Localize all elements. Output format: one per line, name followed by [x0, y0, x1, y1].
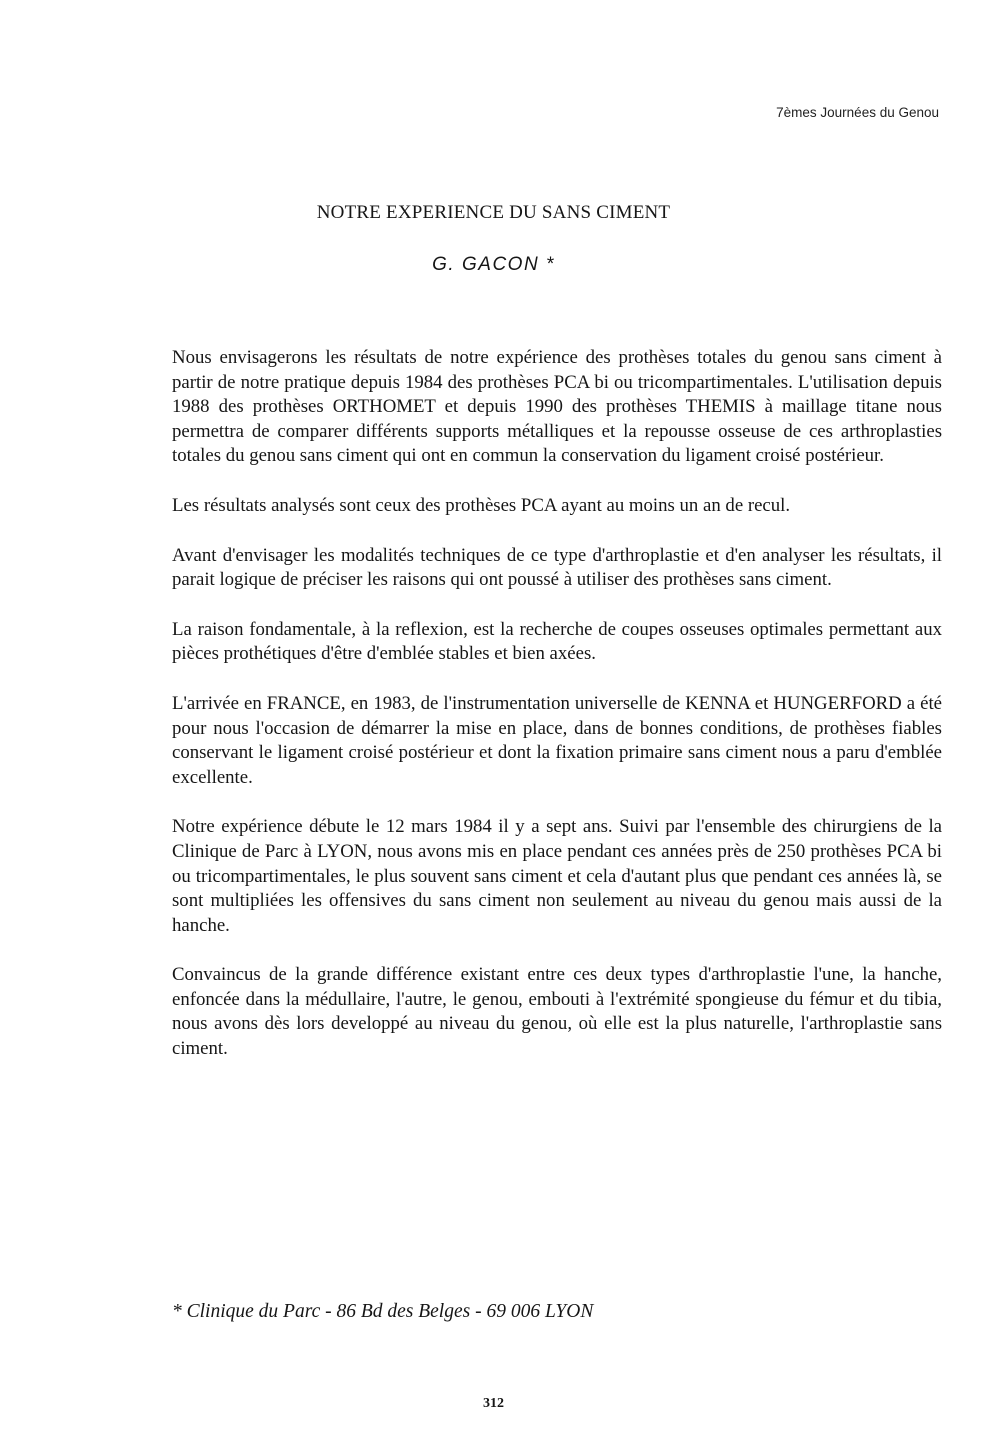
- paragraph: Notre expérience débute le 12 mars 1984 il y a sept ans. Suivi par l'ensemble des chirurgiens de la Clinique de Parc à LYON, nous avons mis en place pendant ces années près de 250 prothèses PCA bi ou tricompartimentales, le plus souvent sans ciment et cela d'autant plus que pendant ces années là, se sont multipliées les offensives du sans ciment non seulement au niveau du genou mais aussi de la hanche.: [172, 816, 942, 936]
- running-header: 7èmes Journées du Genou: [776, 105, 939, 120]
- paragraph: La raison fondamentale, à la reflexion, est la recherche de coupes osseuses optimales permettant aux pièces prothétiques d'être d'emblée stables et bien axées.: [172, 618, 942, 665]
- article-body: [172, 346, 942, 1087]
- paragraph: Avant d'envisager les modalités techniques de ce type d'arthroplastie et d'en analyser les résultats, il parait logique de préciser les raisons qui ont poussé à utiliser des prothèses sans ciment.: [172, 544, 942, 591]
- page-number: 312: [483, 1396, 504, 1411]
- article-title: NOTRE EXPERIENCE DU SANS CIMENT: [316, 202, 671, 223]
- paragraph: Les résultats analysés sont ceux des prothèses PCA ayant au moins un an de recul.: [172, 494, 791, 516]
- paragraph: L'arrivée en FRANCE, en 1983, de l'instrumentation universelle de KENNA et HUNGERFORD a été pour nous l'occasion de démarrer la mise en place, dans de bonnes conditions, de prothèses fiables conservant le ligament croisé postérieur et dont la fixation primaire sans ciment nous a paru d'emblée excellente.: [172, 692, 942, 788]
- paragraph: Convaincus de la grande différence existant entre ces deux types d'arthroplastie l'une, la hanche, enfoncée dans la médullaire, l'autre, le genou, embouti à l'extrémité spongieuse du fémur et du tibia, nous avons dès lors developpé au niveau du genou, où elle est la plus naturelle, l'arthroplastie sans ciment.: [172, 964, 942, 1060]
- paragraph: Nous envisagerons les résultats de notre expérience des prothèses totales du genou sans ciment à partir de notre pratique depuis 1984 des prothèses PCA bi ou tricompartimentales. L'utilisation depuis 1988 des prothèses ORTHOMET et depuis 1990 des prothèses THEMIS à maillage titane nous permettra de comparer différents supports métalliques et la repousse osseuse de ces arthroplasties totales du genou sans ciment qui ont en commun la conservation du ligament croisé postérieur.: [172, 347, 942, 467]
- article-author: G. GACON *: [432, 254, 555, 275]
- author-affiliation-footnote: * Clinique du Parc - 86 Bd des Belges - 69 006 LYON: [172, 1301, 594, 1322]
